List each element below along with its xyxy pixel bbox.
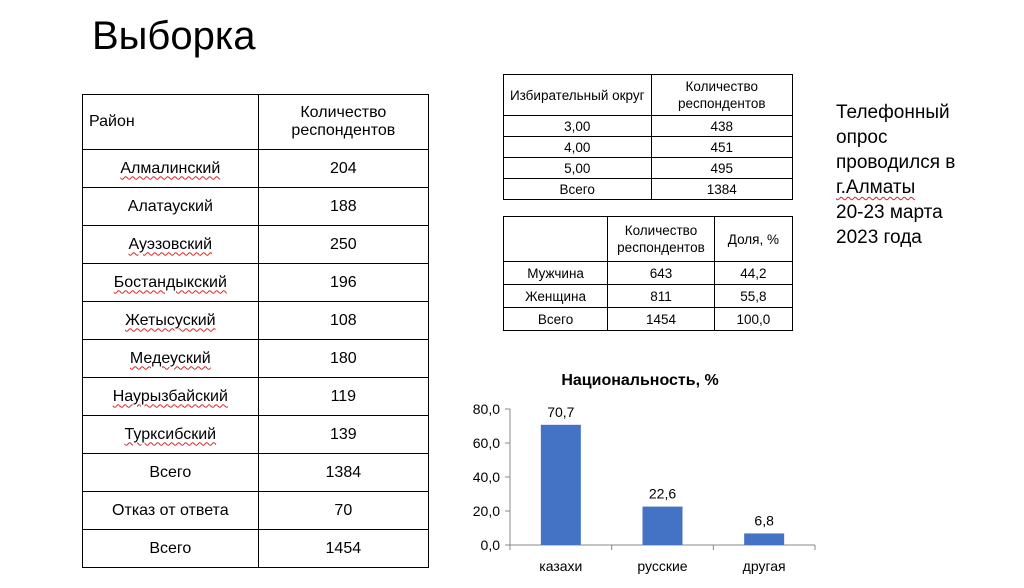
district-count: 188 bbox=[258, 188, 428, 226]
page-title: Выборка bbox=[92, 14, 256, 58]
gender-count: 1454 bbox=[608, 308, 715, 331]
y-tick-label: 20,0 bbox=[472, 503, 500, 519]
gender-count: 811 bbox=[608, 285, 715, 308]
district-count: 1384 bbox=[258, 454, 428, 492]
electoral-okrug: 3,00 bbox=[504, 116, 652, 137]
district-name-text: Бостандыкский bbox=[113, 273, 227, 291]
gender-label: Всего bbox=[504, 308, 608, 331]
y-tick-label: 0,0 bbox=[480, 537, 500, 553]
district-name-text: Турксибский bbox=[124, 425, 217, 443]
electoral-count: 438 bbox=[651, 116, 792, 137]
gender-count: 643 bbox=[608, 262, 715, 285]
district-name-text: Жетысуский bbox=[125, 311, 216, 329]
district-count: 119 bbox=[258, 378, 428, 416]
note-line: проводился в bbox=[836, 152, 956, 173]
data-label: 22,6 bbox=[648, 485, 677, 502]
bar bbox=[643, 507, 683, 545]
district-name-text: Отказ от ответа bbox=[112, 501, 229, 519]
district-count: 108 bbox=[258, 302, 428, 340]
district-name-text: Алатауский bbox=[127, 197, 213, 215]
header-okrug: Избирательный округ bbox=[504, 75, 652, 116]
electoral-okrug: 4,00 bbox=[504, 137, 652, 158]
district-count: 1454 bbox=[258, 530, 428, 568]
gender-share: 55,8 bbox=[714, 285, 792, 308]
x-tick-label: другая bbox=[742, 558, 786, 574]
district-count: 139 bbox=[258, 416, 428, 454]
note-line: г.Алматы bbox=[836, 177, 916, 198]
y-tick-label: 40,0 bbox=[472, 469, 500, 485]
district-count: 70 bbox=[258, 492, 428, 530]
y-tick-label: 80,0 bbox=[472, 401, 500, 417]
header-share: Доля, % bbox=[714, 217, 792, 262]
data-label: 70,7 bbox=[547, 403, 575, 420]
gender-share: 100,0 bbox=[714, 308, 792, 331]
district-name-text: Медеуский bbox=[129, 349, 211, 367]
chart-title: Национальность, % bbox=[561, 372, 719, 389]
header-respondents: Количество респондентов bbox=[258, 95, 428, 150]
district-count: 204 bbox=[258, 150, 428, 188]
bar bbox=[541, 425, 581, 545]
district-name-text: Наурызбайский bbox=[112, 387, 228, 405]
x-tick-label: русские bbox=[637, 558, 688, 574]
district-name-text: Всего bbox=[149, 539, 192, 557]
note-line: опрос bbox=[836, 127, 888, 148]
header-district: Район bbox=[83, 95, 259, 150]
header-respondents: Количество респондентов bbox=[608, 217, 715, 262]
electoral-okrug: Всего bbox=[504, 179, 652, 200]
gender-label: Мужчина bbox=[504, 262, 608, 285]
data-label: 6,8 bbox=[754, 512, 774, 529]
district-count: 196 bbox=[258, 264, 428, 302]
gender-label: Женщина bbox=[504, 285, 608, 308]
electoral-okrug: 5,00 bbox=[504, 158, 652, 179]
x-tick-label: казахи bbox=[539, 558, 583, 574]
district-name-text: Ауэзовский bbox=[128, 235, 213, 253]
district-count: 250 bbox=[258, 226, 428, 264]
note-line: 2023 года bbox=[836, 227, 922, 248]
electoral-count: 451 bbox=[651, 137, 792, 158]
note-line: Телефонный bbox=[836, 102, 950, 123]
district-name-text: Алмалинский bbox=[120, 159, 221, 177]
gender-share: 44,2 bbox=[714, 262, 792, 285]
district-name-text: Всего bbox=[149, 463, 192, 481]
electoral-count: 1384 bbox=[651, 179, 792, 200]
y-tick-label: 60,0 bbox=[472, 435, 500, 451]
note-line: 20-23 марта bbox=[836, 202, 943, 223]
district-count: 180 bbox=[258, 340, 428, 378]
header-respondents: Количество респондентов bbox=[651, 75, 792, 116]
bar bbox=[744, 533, 784, 545]
electoral-count: 495 bbox=[651, 158, 792, 179]
